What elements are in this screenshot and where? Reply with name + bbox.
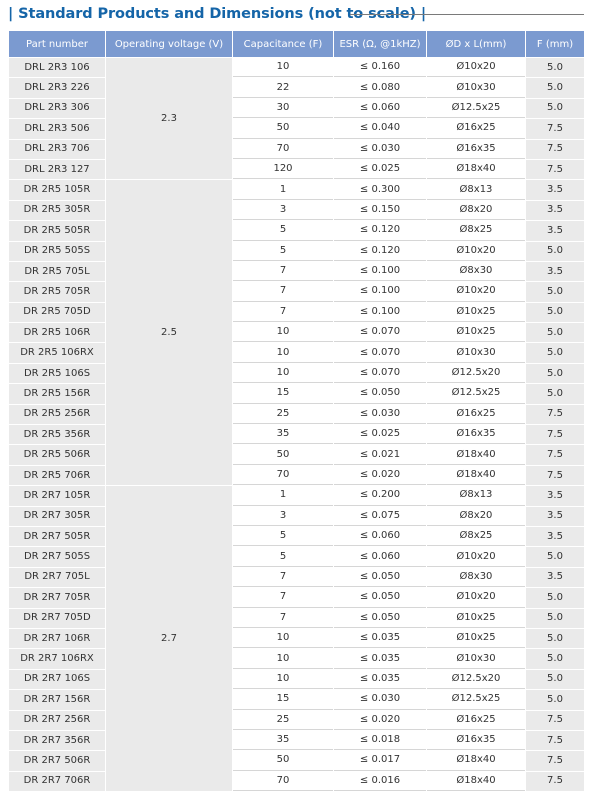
capacitance-cell: 50 xyxy=(233,119,333,138)
esr-cell: ≤ 0.020 xyxy=(334,466,426,485)
lead-spacing-cell: 5.0 xyxy=(526,384,584,403)
column-header-dimensions: ØD x L(mm) xyxy=(427,31,525,57)
lead-spacing-cell: 3.5 xyxy=(526,486,584,505)
esr-cell: ≤ 0.035 xyxy=(334,670,426,689)
part-number-cell: DRL 2R3 306 xyxy=(9,99,105,118)
part-number-cell: DR 2R5 506R xyxy=(9,445,105,464)
table-row xyxy=(9,323,584,342)
operating-voltage-cell: 2.7 xyxy=(106,486,232,791)
column-header-capacitance: Capacitance (F) xyxy=(233,31,333,57)
page-title: | Standard Products and Dimensions (not to scale) | xyxy=(8,6,427,22)
lead-spacing-cell: 3.5 xyxy=(526,180,584,199)
table-row xyxy=(9,690,584,709)
esr-cell: ≤ 0.200 xyxy=(334,486,426,505)
capacitance-cell: 5 xyxy=(233,527,333,546)
part-number-cell: DR 2R7 506R xyxy=(9,751,105,770)
esr-cell: ≤ 0.040 xyxy=(334,119,426,138)
table-row xyxy=(9,711,584,730)
table-row xyxy=(9,486,584,505)
esr-cell: ≤ 0.300 xyxy=(334,180,426,199)
lead-spacing-cell: 7.5 xyxy=(526,119,584,138)
capacitance-cell: 120 xyxy=(233,160,333,179)
part-number-cell: DR 2R5 706R xyxy=(9,466,105,485)
table-row xyxy=(9,629,584,648)
table-row xyxy=(9,609,584,628)
table-row xyxy=(9,507,584,526)
capacitance-cell: 10 xyxy=(233,629,333,648)
dimensions-cell: Ø18x40 xyxy=(427,772,525,791)
lead-spacing-cell: 3.5 xyxy=(526,527,584,546)
part-number-cell: DR 2R5 705L xyxy=(9,262,105,281)
part-number-cell: DRL 2R3 226 xyxy=(9,78,105,97)
lead-spacing-cell: 7.5 xyxy=(526,140,584,159)
esr-cell: ≤ 0.035 xyxy=(334,649,426,668)
capacitance-cell: 1 xyxy=(233,180,333,199)
esr-cell: ≤ 0.016 xyxy=(334,772,426,791)
dimensions-cell: Ø16x35 xyxy=(427,140,525,159)
capacitance-cell: 10 xyxy=(233,323,333,342)
table-row xyxy=(9,445,584,464)
esr-cell: ≤ 0.150 xyxy=(334,201,426,220)
lead-spacing-cell: 7.5 xyxy=(526,772,584,791)
dimensions-cell: Ø12.5x25 xyxy=(427,99,525,118)
table-row xyxy=(9,262,584,281)
operating-voltage-cell: 2.5 xyxy=(106,180,232,485)
dimensions-cell: Ø8x20 xyxy=(427,507,525,526)
dimensions-cell: Ø8x20 xyxy=(427,201,525,220)
table-row xyxy=(9,772,584,791)
dimensions-cell: Ø8x13 xyxy=(427,486,525,505)
capacitance-cell: 10 xyxy=(233,58,333,77)
lead-spacing-cell: 5.0 xyxy=(526,364,584,383)
table-row xyxy=(9,343,584,362)
table-row xyxy=(9,58,584,77)
capacitance-cell: 22 xyxy=(233,78,333,97)
lead-spacing-cell: 5.0 xyxy=(526,670,584,689)
table-row xyxy=(9,547,584,566)
esr-cell: ≤ 0.060 xyxy=(334,547,426,566)
dimensions-cell: Ø8x25 xyxy=(427,527,525,546)
dimensions-cell: Ø12.5x20 xyxy=(427,670,525,689)
part-number-cell: DR 2R5 256R xyxy=(9,405,105,424)
dimensions-cell: Ø12.5x20 xyxy=(427,364,525,383)
dimensions-cell: Ø16x35 xyxy=(427,731,525,750)
table-row xyxy=(9,303,584,322)
dimensions-cell: Ø10x20 xyxy=(427,282,525,301)
dimensions-cell: Ø16x25 xyxy=(427,405,525,424)
esr-cell: ≤ 0.100 xyxy=(334,303,426,322)
part-number-cell: DR 2R5 505R xyxy=(9,221,105,240)
part-number-cell: DR 2R5 156R xyxy=(9,384,105,403)
lead-spacing-cell: 7.5 xyxy=(526,445,584,464)
part-number-cell: DR 2R7 256R xyxy=(9,711,105,730)
column-header-part-number: Part number xyxy=(9,31,105,57)
table-row xyxy=(9,568,584,587)
lead-spacing-cell: 5.0 xyxy=(526,343,584,362)
capacitance-cell: 5 xyxy=(233,547,333,566)
lead-spacing-cell: 3.5 xyxy=(526,507,584,526)
part-number-cell: DR 2R7 305R xyxy=(9,507,105,526)
dimensions-cell: Ø8x25 xyxy=(427,221,525,240)
part-number-cell: DR 2R5 106S xyxy=(9,364,105,383)
dimensions-cell: Ø16x25 xyxy=(427,711,525,730)
lead-spacing-cell: 3.5 xyxy=(526,568,584,587)
capacitance-cell: 35 xyxy=(233,425,333,444)
capacitance-cell: 7 xyxy=(233,588,333,607)
esr-cell: ≤ 0.160 xyxy=(334,58,426,77)
dimensions-cell: Ø10x20 xyxy=(427,242,525,261)
capacitance-cell: 50 xyxy=(233,751,333,770)
heading-divider xyxy=(350,14,584,15)
esr-cell: ≤ 0.100 xyxy=(334,262,426,281)
capacitance-cell: 25 xyxy=(233,405,333,424)
lead-spacing-cell: 3.5 xyxy=(526,221,584,240)
capacitance-cell: 10 xyxy=(233,364,333,383)
capacitance-cell: 1 xyxy=(233,486,333,505)
capacitance-cell: 25 xyxy=(233,711,333,730)
esr-cell: ≤ 0.035 xyxy=(334,629,426,648)
capacitance-cell: 3 xyxy=(233,201,333,220)
esr-cell: ≤ 0.017 xyxy=(334,751,426,770)
dimensions-cell: Ø8x30 xyxy=(427,568,525,587)
esr-cell: ≤ 0.050 xyxy=(334,609,426,628)
esr-cell: ≤ 0.070 xyxy=(334,343,426,362)
lead-spacing-cell: 7.5 xyxy=(526,466,584,485)
part-number-cell: DRL 2R3 506 xyxy=(9,119,105,138)
table-row xyxy=(9,466,584,485)
esr-cell: ≤ 0.100 xyxy=(334,282,426,301)
dimensions-cell: Ø10x25 xyxy=(427,303,525,322)
part-number-cell: DRL 2R3 127 xyxy=(9,160,105,179)
esr-cell: ≤ 0.060 xyxy=(334,527,426,546)
table-row xyxy=(9,242,584,261)
lead-spacing-cell: 5.0 xyxy=(526,629,584,648)
table-row xyxy=(9,282,584,301)
esr-cell: ≤ 0.018 xyxy=(334,731,426,750)
part-number-cell: DR 2R7 705R xyxy=(9,588,105,607)
esr-cell: ≤ 0.080 xyxy=(334,78,426,97)
table-body xyxy=(9,58,584,791)
part-number-cell: DR 2R7 106S xyxy=(9,670,105,689)
lead-spacing-cell: 3.5 xyxy=(526,262,584,281)
table-row xyxy=(9,384,584,403)
part-number-cell: DR 2R5 106R xyxy=(9,323,105,342)
capacitance-cell: 15 xyxy=(233,384,333,403)
lead-spacing-cell: 5.0 xyxy=(526,547,584,566)
part-number-cell: DRL 2R3 106 xyxy=(9,58,105,77)
capacitance-cell: 15 xyxy=(233,690,333,709)
column-header-esr: ESR (Ω, @1kHZ) xyxy=(334,31,426,57)
part-number-cell: DR 2R7 105R xyxy=(9,486,105,505)
part-number-cell: DRL 2R3 706 xyxy=(9,140,105,159)
section-heading xyxy=(8,4,584,26)
esr-cell: ≤ 0.060 xyxy=(334,99,426,118)
part-number-cell: DR 2R7 106RX xyxy=(9,649,105,668)
lead-spacing-cell: 5.0 xyxy=(526,282,584,301)
lead-spacing-cell: 7.5 xyxy=(526,731,584,750)
lead-spacing-cell: 5.0 xyxy=(526,588,584,607)
dimensions-cell: Ø10x20 xyxy=(427,547,525,566)
lead-spacing-cell: 5.0 xyxy=(526,99,584,118)
dimensions-cell: Ø10x30 xyxy=(427,649,525,668)
lead-spacing-cell: 5.0 xyxy=(526,323,584,342)
lead-spacing-cell: 5.0 xyxy=(526,649,584,668)
dimensions-cell: Ø10x25 xyxy=(427,629,525,648)
table-row xyxy=(9,221,584,240)
capacitance-cell: 35 xyxy=(233,731,333,750)
esr-cell: ≤ 0.025 xyxy=(334,160,426,179)
dimensions-cell: Ø10x25 xyxy=(427,323,525,342)
esr-cell: ≤ 0.030 xyxy=(334,405,426,424)
capacitance-cell: 5 xyxy=(233,242,333,261)
table-row xyxy=(9,180,584,199)
esr-cell: ≤ 0.050 xyxy=(334,384,426,403)
part-number-cell: DR 2R7 156R xyxy=(9,690,105,709)
part-number-cell: DR 2R5 105R xyxy=(9,180,105,199)
esr-cell: ≤ 0.025 xyxy=(334,425,426,444)
dimensions-cell: Ø12.5x25 xyxy=(427,690,525,709)
capacitance-cell: 70 xyxy=(233,140,333,159)
esr-cell: ≤ 0.070 xyxy=(334,323,426,342)
lead-spacing-cell: 5.0 xyxy=(526,58,584,77)
dimensions-cell: Ø10x20 xyxy=(427,588,525,607)
table-row xyxy=(9,527,584,546)
table-row xyxy=(9,405,584,424)
capacitance-cell: 7 xyxy=(233,568,333,587)
products-table xyxy=(8,30,585,792)
table-row xyxy=(9,588,584,607)
capacitance-cell: 7 xyxy=(233,303,333,322)
part-number-cell: DR 2R7 106R xyxy=(9,629,105,648)
table-row xyxy=(9,119,584,138)
table-row xyxy=(9,78,584,97)
esr-cell: ≤ 0.075 xyxy=(334,507,426,526)
lead-spacing-cell: 3.5 xyxy=(526,201,584,220)
capacitance-cell: 7 xyxy=(233,262,333,281)
esr-cell: ≤ 0.120 xyxy=(334,221,426,240)
esr-cell: ≤ 0.050 xyxy=(334,588,426,607)
part-number-cell: DR 2R5 505S xyxy=(9,242,105,261)
capacitance-cell: 5 xyxy=(233,221,333,240)
dimensions-cell: Ø10x25 xyxy=(427,609,525,628)
part-number-cell: DR 2R5 305R xyxy=(9,201,105,220)
dimensions-cell: Ø8x30 xyxy=(427,262,525,281)
capacitance-cell: 70 xyxy=(233,466,333,485)
part-number-cell: DR 2R5 705R xyxy=(9,282,105,301)
dimensions-cell: Ø8x13 xyxy=(427,180,525,199)
dimensions-cell: Ø12.5x25 xyxy=(427,384,525,403)
capacitance-cell: 30 xyxy=(233,99,333,118)
table-row xyxy=(9,364,584,383)
lead-spacing-cell: 5.0 xyxy=(526,78,584,97)
table-row xyxy=(9,99,584,118)
lead-spacing-cell: 5.0 xyxy=(526,609,584,628)
dimensions-cell: Ø18x40 xyxy=(427,466,525,485)
part-number-cell: DR 2R7 705L xyxy=(9,568,105,587)
part-number-cell: DR 2R7 356R xyxy=(9,731,105,750)
table-row xyxy=(9,160,584,179)
esr-cell: ≤ 0.030 xyxy=(334,690,426,709)
capacitance-cell: 3 xyxy=(233,507,333,526)
column-header-operating-voltage: Operating voltage (V) xyxy=(106,31,232,57)
dimensions-cell: Ø16x35 xyxy=(427,425,525,444)
part-number-cell: DR 2R5 106RX xyxy=(9,343,105,362)
capacitance-cell: 7 xyxy=(233,609,333,628)
esr-cell: ≤ 0.070 xyxy=(334,364,426,383)
esr-cell: ≤ 0.021 xyxy=(334,445,426,464)
table-row xyxy=(9,649,584,668)
capacitance-cell: 50 xyxy=(233,445,333,464)
esr-cell: ≤ 0.120 xyxy=(334,242,426,261)
lead-spacing-cell: 7.5 xyxy=(526,160,584,179)
lead-spacing-cell: 5.0 xyxy=(526,690,584,709)
lead-spacing-cell: 5.0 xyxy=(526,242,584,261)
capacitance-cell: 10 xyxy=(233,649,333,668)
esr-cell: ≤ 0.020 xyxy=(334,711,426,730)
table-row xyxy=(9,751,584,770)
lead-spacing-cell: 7.5 xyxy=(526,711,584,730)
lead-spacing-cell: 7.5 xyxy=(526,405,584,424)
table-header-row xyxy=(9,31,584,57)
dimensions-cell: Ø18x40 xyxy=(427,160,525,179)
esr-cell: ≤ 0.030 xyxy=(334,140,426,159)
part-number-cell: DR 2R7 706R xyxy=(9,772,105,791)
lead-spacing-cell: 5.0 xyxy=(526,303,584,322)
dimensions-cell: Ø16x25 xyxy=(427,119,525,138)
dimensions-cell: Ø10x20 xyxy=(427,58,525,77)
esr-cell: ≤ 0.050 xyxy=(334,568,426,587)
lead-spacing-cell: 7.5 xyxy=(526,751,584,770)
table-row xyxy=(9,670,584,689)
part-number-cell: DR 2R7 705D xyxy=(9,609,105,628)
capacitance-cell: 7 xyxy=(233,282,333,301)
capacitance-cell: 70 xyxy=(233,772,333,791)
table-row xyxy=(9,731,584,750)
dimensions-cell: Ø10x30 xyxy=(427,78,525,97)
part-number-cell: DR 2R5 705D xyxy=(9,303,105,322)
capacitance-cell: 10 xyxy=(233,343,333,362)
part-number-cell: DR 2R7 505S xyxy=(9,547,105,566)
part-number-cell: DR 2R5 356R xyxy=(9,425,105,444)
table-row xyxy=(9,140,584,159)
part-number-cell: DR 2R7 505R xyxy=(9,527,105,546)
operating-voltage-cell: 2.3 xyxy=(106,58,232,179)
table-row xyxy=(9,201,584,220)
lead-spacing-cell: 7.5 xyxy=(526,425,584,444)
dimensions-cell: Ø10x30 xyxy=(427,343,525,362)
capacitance-cell: 10 xyxy=(233,670,333,689)
dimensions-cell: Ø18x40 xyxy=(427,751,525,770)
column-header-lead-spacing: F (mm) xyxy=(526,31,584,57)
dimensions-cell: Ø18x40 xyxy=(427,445,525,464)
table-row xyxy=(9,425,584,444)
